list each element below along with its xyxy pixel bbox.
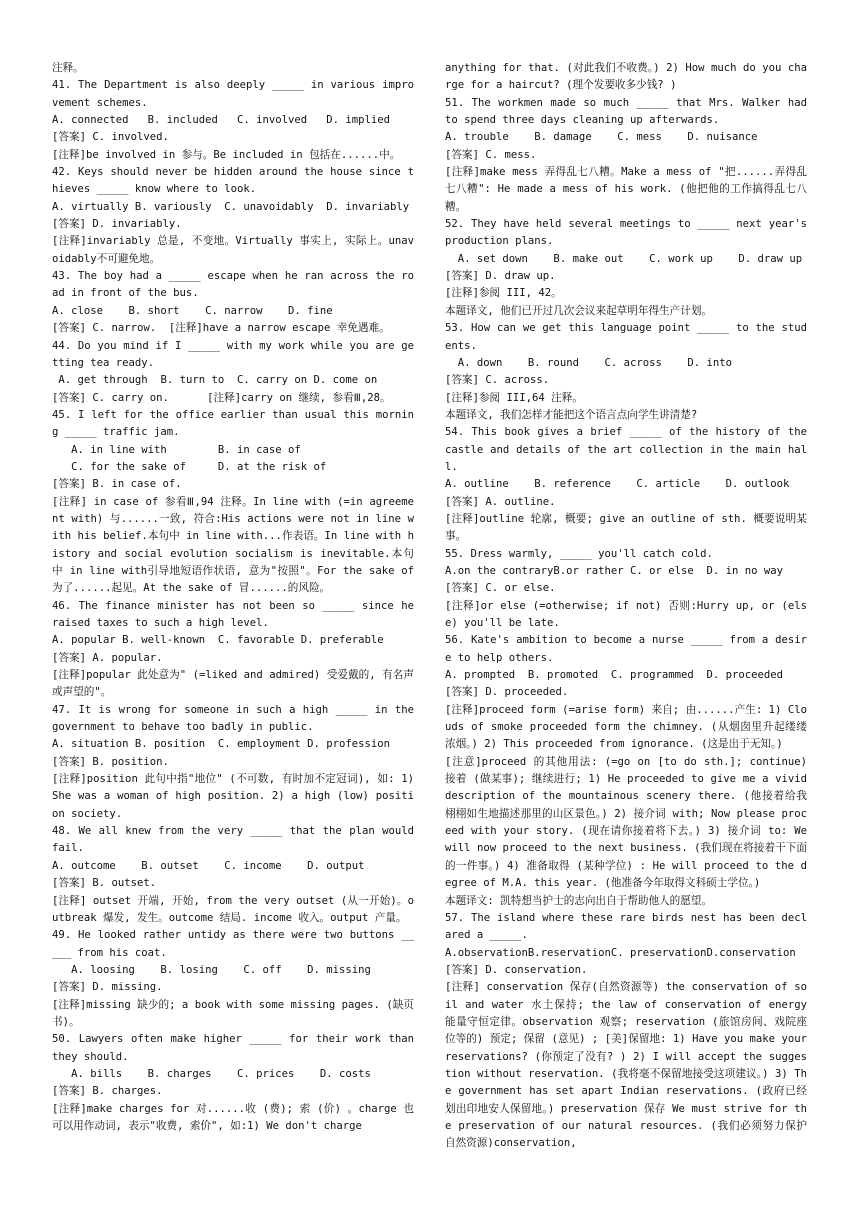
left-column-paragraph: 46. The finance minister has not been so _____ since he raised taxes to such a high level.: [52, 599, 421, 629]
left-column-paragraph: [答案] B. charges.: [52, 1085, 163, 1098]
left-column-paragraph: 43. The boy had a _____ escape when he ran across the road in front of the bus.: [52, 270, 414, 300]
right-column-paragraph: [注释]参阅 III,64 注释。: [445, 391, 583, 404]
left-column-paragraph: [答案] A. popular.: [52, 651, 163, 664]
left-column-paragraph: A. close B. short C. narrow D. fine: [52, 304, 333, 317]
left-column-paragraph: A. loosing B. losing C. off D. missing: [52, 963, 371, 976]
left-column-paragraph: [答案] C. involved.: [52, 131, 169, 144]
left-column-paragraph: A. get through B. turn to C. carry on D. come on: [52, 374, 378, 387]
left-column-paragraph: [答案] B. outset.: [52, 877, 157, 890]
right-column-paragraph: 57. The island where these rare birds nest has been declared a _____.: [445, 911, 807, 942]
left-column-paragraph: [注释]make charges for 对......收 (费); 索 (价) 。charge 也可以用作动词, 表示"收费, 索价", 如:1) We don't charge: [52, 1102, 414, 1132]
left-column-paragraph: 49. He looked rather untidy as there were two buttons _____ from his coat.: [52, 929, 414, 959]
left-column-paragraph: 42. Keys should never be hidden around the house since thieves _____ know where to look.: [52, 166, 414, 196]
right-column-paragraph: 51. The workmen made so much _____ that Mrs. Walker had to spend three days cleaning up afterwards.: [445, 96, 814, 127]
right-column-paragraph: 56. Kate's ambition to become a nurse _____ from a desire to help others.: [445, 634, 807, 664]
right-column-paragraph: [注释] conservation 保存(自然资源等) the conservation of soil and water 水土保持; the law of conservation of energy 能量守恒定律。observation 观察; reservation (旅馆房间、戏院座位等的) 预定; 保留 (意见) ; [美]保留地: 1) Have you make your reservations? (你预定了没有? ) 2) I will accept the suggestion without reservation. (我将毫不保留地接受这项建议。) 3) The government has set apart Indian reservations. (政府已经划出印地安人保留地。) preservation 保存 We must strive for the preservation of our natural resources. (我们必须努力保护自然资源)conservation,: [445, 981, 814, 1150]
left-column: [52, 60, 421, 1135]
right-column-paragraph: [注释]outline 轮廓, 概要; give an outline of sth. 概要说明某事。: [445, 512, 807, 543]
left-column-paragraph: 41. The Department is also deeply _____ in various improvement schemes.: [52, 79, 414, 109]
left-column-paragraph: A. in line with B. in case of: [52, 443, 301, 456]
left-column-paragraph: 45. I left for the office earlier than usual this morning _____ traffic jam.: [52, 408, 414, 439]
left-column-paragraph: A. popular B. well-known C. favorable D. preferable: [52, 634, 384, 647]
right-column-paragraph: 本题译文, 他们已开过几次会议来起草明年得生产计划。: [445, 304, 713, 317]
right-column-paragraph: 本题译文: 凯特想当护士的志向出自于帮助他人的愿望。: [445, 894, 713, 907]
left-column-paragraph: A. virtually B. variously C. unavoidably D. invariably: [52, 200, 410, 213]
right-column-paragraph: [答案] D. proceeded.: [445, 686, 569, 699]
left-column-paragraph: [答案] B. in case of.: [52, 478, 182, 491]
left-column-paragraph: 48. We all knew from the very _____ that the plan would fail.: [52, 825, 421, 855]
left-column-paragraph: [注释]position 此句中指"地位" (不可数, 有时加不定冠词), 如: 1) She was a woman of high position. 2) a high (low) position society.: [52, 773, 421, 820]
right-column-paragraph: A. trouble B. damage C. mess D. nuisance: [445, 131, 758, 144]
left-column-paragraph: A. situation B. position C. employment D. profession: [52, 738, 391, 751]
right-column-paragraph: [答案] C. across.: [445, 374, 550, 387]
right-column-paragraph: [注意]proceed 的其他用法: (=go on [to do sth.]; continue) 接着 (做某事); 继续进行; 1) He proceeded to give me a vivid description of the mountainous scenery there. (他接着给我栩栩如生地描述那里的山区景色。) 2) 接介词 with; Now please proceed with your story. (现在请你接着将下去。) 3) 接介词 to: We will now proceed to the next business. (我们现在将接着干下面的一件事。) 4) 准备取得 (某种学位) : He will proceed to the degree of M.A. this year. (他准备今年取得文科硕士学位。): [445, 755, 814, 890]
right-column-paragraph: [答案] C. or else.: [445, 582, 556, 595]
left-column-paragraph: [注释]be involved in 参与。Be included in 包括在......中。: [52, 148, 401, 161]
right-column-paragraph: 本题译文, 我们怎样才能把这个语言点向学生讲清楚?: [445, 408, 698, 421]
left-column-paragraph: A. outcome B. outset C. income D. output: [52, 859, 365, 872]
left-column-paragraph: C. for the sake of D. at the risk of: [52, 460, 327, 473]
right-column-paragraph: [注释]proceed form (=arise form) 来自; 由......产生: 1) Clouds of smoke proceeded form the chimney. (从烟囱里升起缕缕浓烟。) 2) This proceeded from ignorance. (这是出于无知。): [445, 703, 807, 751]
right-column-paragraph: [注释]make mess 弄得乱七八糟。Make a mess of "把......弄得乱七八糟": He made a mess of his work. (他把他的工作搞得乱七八糟。: [445, 166, 807, 213]
left-column-paragraph: 44. Do you mind if I _____ with my work while you are getting tea ready.: [52, 339, 414, 369]
right-column-paragraph: A. outline B. reference C. article D. outlook: [445, 478, 790, 491]
left-column-paragraph: [注释] in case of 参看Ⅲ,94 注释。In line with (=in agreement with) 与......一致, 符合:His actions were not in line with his belief.本句中 in line with...作表语。In line with history and social evolution socialism is inevitable.本句中 in line with引导地短语作状语, 意为"按照"。For the sake of 为了......起见。At the sake of 冒......的风险。: [52, 495, 421, 595]
right-column-paragraph: [答案] C. mess.: [445, 148, 537, 161]
right-column-paragraph: 52. They have held several meetings to _____ next year's production plans.: [445, 218, 814, 248]
right-column-paragraph: A. prompted B. promoted C. programmed D. proceeded: [445, 669, 784, 682]
right-column-paragraph: [注释]参阅 III, 42。: [445, 287, 562, 300]
left-column-paragraph: 47. It is wrong for someone in such a high _____ in the government to behave too badly in public.: [52, 703, 421, 734]
right-column-paragraph: 53. How can we get this language point _____ to the students.: [445, 322, 807, 352]
left-column-paragraph: [答案] B. position.: [52, 755, 169, 768]
left-column-paragraph: [注释]popular 此处意为" (=liked and admired) 受爱戴的, 有名声或声望的"。: [52, 669, 414, 699]
left-column-paragraph: 50. Lawyers often make higher _____ for their work than they should.: [52, 1033, 421, 1063]
right-column-paragraph: A. down B. round C. across D. into: [445, 356, 733, 369]
right-column-paragraph: anything for that. (对此我们不收费。) 2) How much do you charge for a haircut? (理个发要收多少钱? ): [445, 62, 807, 92]
left-column-paragraph: A. bills B. charges C. prices D. costs: [52, 1067, 371, 1080]
left-column-paragraph: [答案] C. narrow. [注释]have a narrow escape 幸免遇难。: [52, 322, 390, 335]
right-column-paragraph: A.observationB.reservationC. preservationD.conservation: [445, 946, 796, 959]
left-column-paragraph: [注释]invariably 总是, 不变地。Virtually 事实上, 实际上。unavoidably不可避免地。: [52, 235, 414, 265]
left-column-paragraph: [注释] outset 开端, 开始, from the very outset (从一开始)。outbreak 爆发, 发生。outcome 结局. income 收入。output 产量。: [52, 894, 414, 924]
right-column: [445, 60, 814, 1153]
right-column-paragraph: A. set down B. make out C. work up D. draw up: [445, 252, 803, 265]
left-column-paragraph: [答案] D. missing.: [52, 981, 163, 994]
right-column-paragraph: A.on the contraryB.or rather C. or else D. in no way: [445, 564, 784, 577]
right-column-paragraph: [注释]or else (=otherwise; if not) 否则:Hurry up, or (else) you'll be late.: [445, 599, 807, 629]
left-column-paragraph: [答案] D. invariably.: [52, 218, 182, 231]
right-column-paragraph: [答案] D. draw up.: [445, 270, 556, 283]
right-column-paragraph: [答案] D. conservation.: [445, 963, 588, 976]
left-column-paragraph: A. connected B. included C. involved D. implied: [52, 114, 391, 127]
left-column-paragraph: 注释。: [52, 62, 84, 74]
right-column-paragraph: 54. This book gives a brief _____ of the history of the castle and details of the art collection in the main hall.: [445, 426, 814, 473]
left-column-paragraph: [注释]missing 缺少的; a book with some missing pages. (缺页书)。: [52, 998, 414, 1028]
right-column-paragraph: 55. Dress warmly, _____ you'll catch cold.: [445, 547, 713, 560]
right-column-paragraph: [答案] A. outline.: [445, 495, 556, 508]
left-column-paragraph: [答案] C. carry on. [注释]carry on 继续, 参看Ⅲ,28。: [52, 391, 391, 404]
